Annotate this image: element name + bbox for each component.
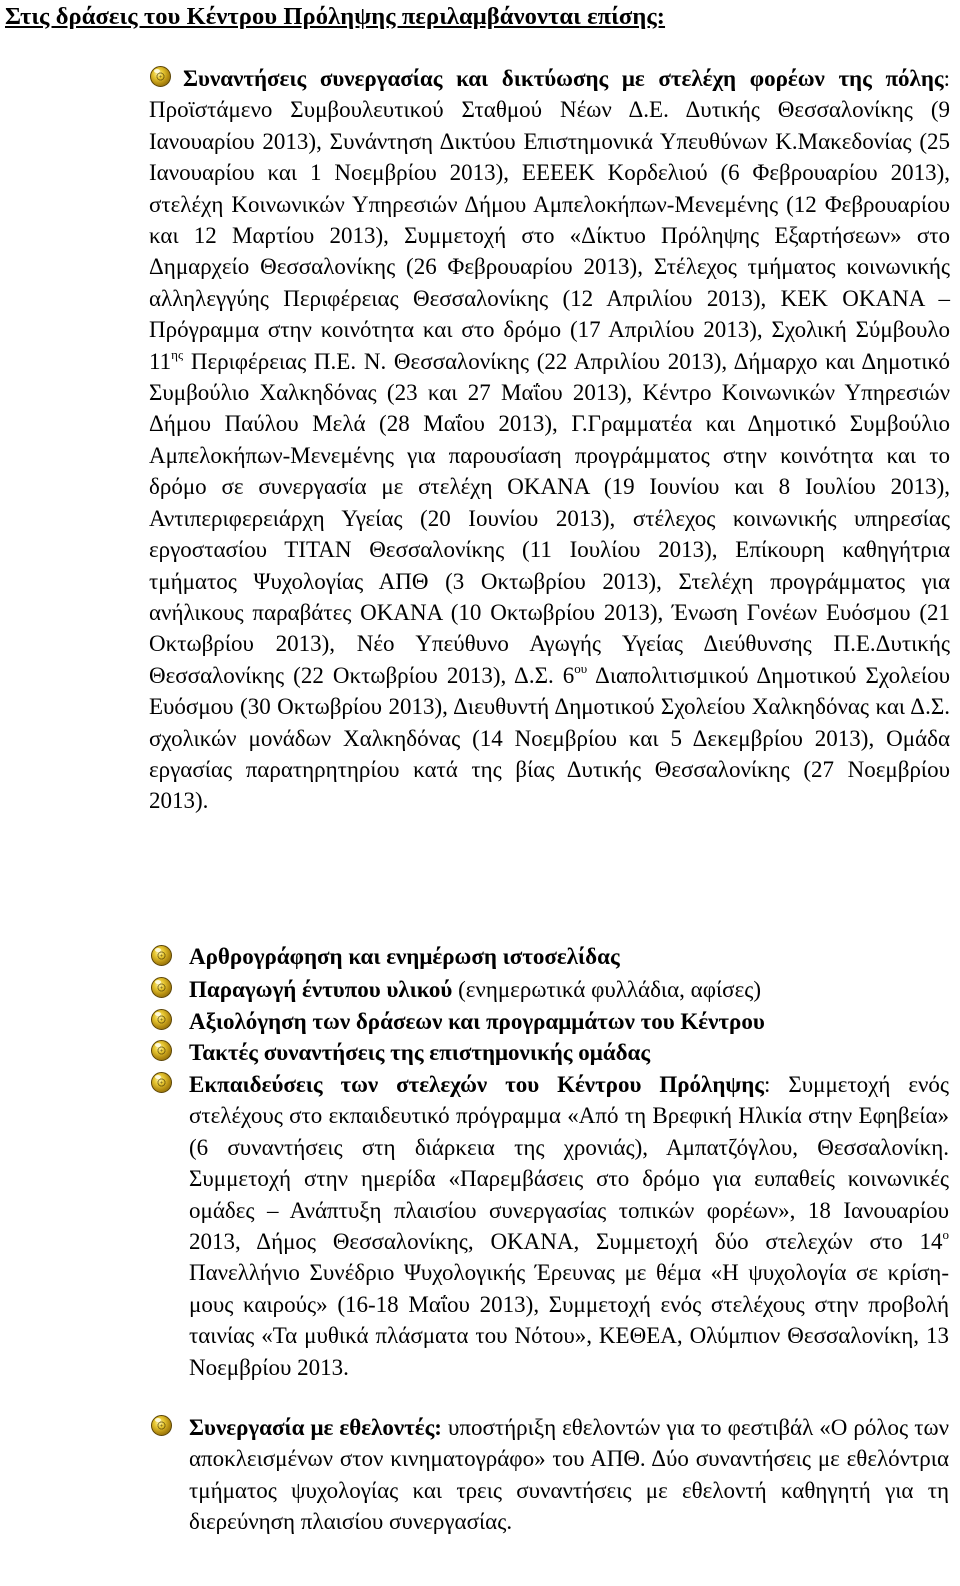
item-text: Περιφέρειας Π.Ε. Ν. Θεσσαλονίκης (22 Απριλίου 2013), Δήμαρχο και Δημοτικό Συμβούλιο Χαλκηδόνας (23 και 27 Μαΐου 2013), Κέντρο Κοινωνικών Υπηρεσιών Δήμου Παύλου Μελά (28 Μαΐου 2013), Γ.Γραμματέα και Δημοτικό Συμβούλιο Αμπελοκήπων-Μενεμένης για παρουσίαση προγράμματος στην κοινότητα και το δρόμο σε συνεργασία με στελέχη ΟΚΑΝΑ (19 Ιουνίου και 8 Ιουλίου 2013), Αντιπεριφερειάρχη Υγείας (20 Ιουνίου 2013), στέλεχος κοινωνικής υπηρεσίας εργοστασίου ΤΙΤΑΝ Θεσσαλονίκης (11 Ιουλίου 2013), Επίκουρη καθηγήτρια τμήματος Ψυχολογίας ΑΠΘ (3 Οκτωβρίου 2013), Στελέχη προγράμματος για ανήλικους παραβάτες ΟΚΑΝΑ (10 Οκτωβρίου 2013), Ένωση Γονέων Ευόσμου (21 Οκτωβρίου 2013), Νέο Υπεύθυνο Αγωγής Υγείας Διεύθυνσης Π.Ε.Δυτικής Θεσσαλονίκης (22 Οκτωβρίου 2013), Δ.Σ. 6	[149, 348, 950, 688]
gold-coin-bullet-icon	[151, 977, 172, 998]
item-title: Παραγωγή έντυπου υλικού	[189, 977, 453, 1002]
item-title: Τακτές συναντήσεις της επιστημονικής ομάδας	[189, 1040, 651, 1065]
list-item	[189, 1069, 949, 1383]
item-text: Διαπολιτισμικού Δημοτικού Σχολείου Ευόσμου (30 Οκτωβρίου 2013), Διευθυντή Δημοτικού Σχολείου Χαλκηδόνας και Δ.Σ. σχολικών μονάδων Χαλκηδόνας (14 Νοεμβρίου και 5 Δεκεμβρίου 2013), Ομάδα εργασίας παρατηρητηρίου κατά της βίας Δυτικής Θεσσαλονίκης (27 Νοεμβρίου 2013).	[149, 662, 950, 814]
item-text: (ενημερωτικά φυλλάδια, αφίσες)	[452, 977, 762, 1002]
ordinal-suffix: ου	[574, 661, 588, 677]
item-title: Συναντήσεις συνεργασίας και δικτύωσης με στελέχη φορέων της πόλης	[183, 66, 944, 91]
item-text: Πανελλήνιο Συνέδριο Ψυχολογικής Έρευνας με θέμα «Η ψυχολογία σε κρίση-μους καιρούς» (16-18 Μαΐου 2013), Συμμετοχή ενός στελέχους στην προβολή ταινίας «Τα μυθικά πλάσματα του Νότου», ΚΕΘΕΑ, Ολύμπιον Θεσσαλονίκη, 13 Νοεμβρίου 2013.	[189, 1260, 949, 1380]
list-item	[189, 1006, 949, 1037]
item-text: Προϊστάμενο Συμβουλευτικού Σταθμού Νέων Δ.Ε. Δυτικής Θεσσαλονίκης (9 Ιανουαρίου 2013), Συνάντηση Δικτύου Επιστημονικά Υπευθύνων Κ.Μακεδονίας (25 Ιανουαρίου και 1 Νοεμβρίου 2013), ΕΕΕΕΚ Κορδελιού (6 Φεβρουαρίου 2013), στελέχη Κοινωνικών Υπηρεσιών Δήμου Αμπελοκήπων-Μενεμένης (12 Φεβρουαρίου και 12 Μαρτίου 2013), Συμμετοχή στο «Δίκτυο Πρόληψης Εξαρτήσεων» στο Δημαρχείο Θεσσαλονίκης (26 Φεβρουαρίου 2013), Στέλεχος τμήματος κοινωνικής αλληλεγγύης Περιφέρειας Θεσσαλονίκης (12 Απριλίου 2013), ΚΕΚ ΟΚΑΝΑ – Πρόγραμμα στην κοινότητα και στο δρόμο (17 Απριλίου 2013), Σχολική Σύμβουλο 11	[149, 97, 950, 374]
list-item	[189, 941, 949, 972]
list-item	[189, 1037, 949, 1068]
list-item	[189, 1412, 949, 1538]
ordinal-suffix: ης	[171, 347, 184, 362]
list-item	[189, 974, 949, 1005]
section-heading: Στις δράσεις του Κέντρου Πρόληψης περιλαμβάνονται επίσης:	[5, 3, 666, 30]
item-title: Συνεργασία με εθελοντές:	[189, 1415, 442, 1440]
ordinal-suffix: ο	[942, 1227, 949, 1243]
item-title: Εκπαιδεύσεις των στελεχών του Κέντρου Πρόληψης	[189, 1072, 765, 1097]
gold-coin-bullet-icon	[151, 1415, 172, 1436]
gold-coin-bullet-icon	[151, 1009, 172, 1030]
list-item	[149, 63, 950, 817]
item-separator: :	[943, 66, 950, 91]
item-title: Αρθρογράφηση και ενημέρωση ιστοσελίδας	[189, 944, 620, 969]
item-text: Συμμετοχή ενός στελέχους στο εκπαιδευτικό πρόγραμμα «Από τη Βρεφική Ηλικία στην Εφηβεία» (6 συναντήσεις στη διάρκεια της χρονιάς), Αμπατζόγλου, Θεσσαλονίκη. Συμμετοχή στην ημερίδα «Παρεμβάσεις στο δρόμο για ευπαθείς κοινωνικές ομάδες – Ανάπτυξη πλαισίου συνεργασίας τοπικών φορέων», 18 Ιανουαρίου 2013, Δήμος Θεσσαλονίκης, ΟΚΑΝΑ, Συμμετοχή δύο στελεχών στο 14	[189, 1072, 950, 1255]
item-separator: :	[764, 1072, 789, 1097]
gold-coin-bullet-icon	[151, 945, 172, 966]
gold-coin-bullet-icon	[151, 1072, 172, 1093]
item-text: υποστήριξη εθελοντών για το φεστιβάλ «Ο ρόλος των αποκλεισμένων στον κινηματογράφο» του ΑΠΘ. Δύο συναντήσεις με εθελόντρια τμήματος ψυχολογίας και τρεις συναντήσεις με εθελοντή καθηγητή για τη διερεύνηση πλαισίου συνεργασίας.	[189, 1415, 949, 1535]
gold-coin-bullet-icon	[151, 1040, 172, 1061]
item-title: Αξιολόγηση των δράσεων και προγραμμάτων του Κέντρου	[189, 1009, 765, 1034]
